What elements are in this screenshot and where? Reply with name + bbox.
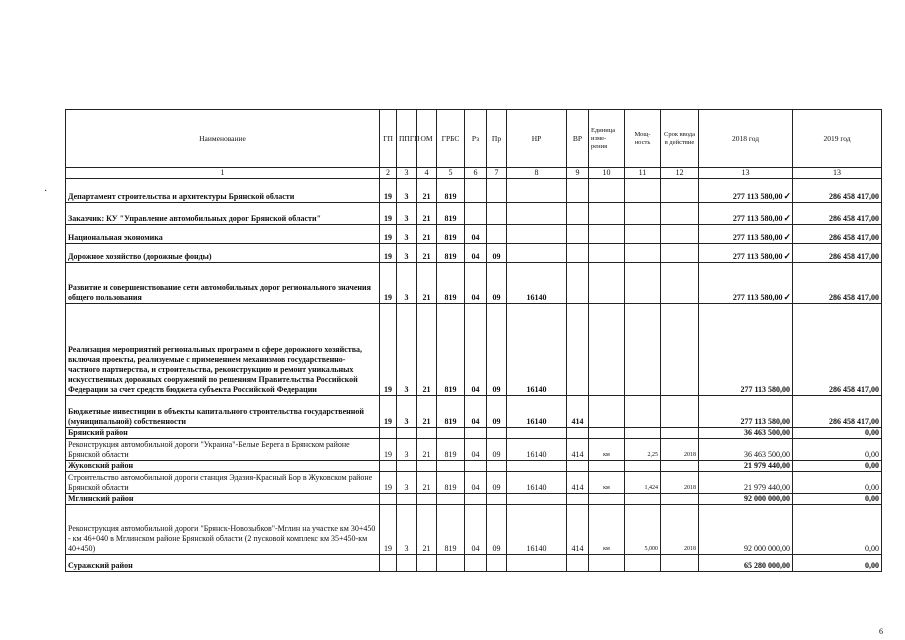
cell-om (417, 461, 437, 472)
cell-grbs: 819 (437, 203, 465, 225)
col-number: 13 (793, 168, 882, 179)
cell-unit (589, 263, 625, 304)
col-number: 8 (507, 168, 567, 179)
cell-term (661, 461, 699, 472)
cell-cap (625, 494, 661, 505)
cell-vr (567, 244, 589, 263)
cell-y2018: 36 463 500,00 (699, 428, 793, 439)
cell-y2018: 277 113 580,00 (699, 396, 793, 428)
col-number: 11 (625, 168, 661, 179)
col-number: 1 (66, 168, 380, 179)
cell-gp: 19 (380, 396, 397, 428)
cell-pr (487, 225, 507, 244)
cell-pr (487, 494, 507, 505)
header-cell: Срок ввода в действие (661, 110, 699, 168)
cell-y2019: 0,00 (793, 505, 882, 555)
cell-om: 21 (417, 179, 437, 203)
cell-gp: 19 (380, 304, 397, 396)
cell-om (417, 494, 437, 505)
cell-unit (589, 179, 625, 203)
cell-term (661, 244, 699, 263)
cell-om: 21 (417, 304, 437, 396)
cell-name: Реализация мероприятий региональных программ в сфере дорожного хозяйства, включая проекты, реализуемые с применением механизмов государственно-частного партнерства, и строительства, реконструкцию и ремонт уникальных искусственных дорожных сооружений по решениям Правительства Российской Федерации за счет средств бюджета субъекта Российской Федерации (66, 304, 380, 396)
cell-y2018: 277 113 580,00 (699, 304, 793, 396)
amount-2018: 277 113 580,00 (732, 214, 783, 223)
cell-pr: 09 (487, 244, 507, 263)
cell-y2019: 0,00 (793, 494, 882, 505)
cell-grbs: 819 (437, 179, 465, 203)
cell-name: Заказчик: КУ "Управление автомобильных дорог Брянской области" (66, 203, 380, 225)
amount-2018: 277 113 580,00 (732, 252, 783, 261)
header-cell: Наименование (66, 110, 380, 168)
col-number: 7 (487, 168, 507, 179)
cell-term (661, 203, 699, 225)
table-body (66, 179, 882, 572)
check-mark: ✓ (783, 213, 791, 223)
cell-om: 21 (417, 203, 437, 225)
cell-y2019: 0,00 (793, 428, 882, 439)
cell-cap: 2,25 (625, 439, 661, 461)
cell-om: 21 (417, 439, 437, 461)
cell-y2019: 0,00 (793, 461, 882, 472)
cell-cap (625, 428, 661, 439)
cell-om: 21 (417, 244, 437, 263)
cell-cap (625, 203, 661, 225)
cell-grbs (437, 461, 465, 472)
cell-grbs: 819 (437, 225, 465, 244)
header-cell: Пр (487, 110, 507, 168)
cell-gp: 19 (380, 225, 397, 244)
check-mark: ✓ (783, 292, 791, 302)
col-number: 4 (417, 168, 437, 179)
cell-gp: 19 (380, 203, 397, 225)
cell-unit: км (589, 472, 625, 494)
cell-ppgp: 3 (397, 203, 417, 225)
cell-term (661, 396, 699, 428)
table-row (66, 179, 882, 203)
cell-name: Строительство автомобильной дороги станция Эдазия-Красный Бор в Жуковском районе Брянской области (66, 472, 380, 494)
cell-rz: 04 (465, 472, 487, 494)
cell-vr (567, 555, 589, 572)
cell-rz: 04 (465, 304, 487, 396)
cell-cap: 1,424 (625, 472, 661, 494)
table-row (66, 472, 882, 494)
cell-grbs: 819 (437, 396, 465, 428)
col-number: 5 (437, 168, 465, 179)
cell-rz (465, 461, 487, 472)
cell-om: 21 (417, 396, 437, 428)
header-cell: 2018 год (699, 110, 793, 168)
cell-name: Реконструкция автомобильной дороги "Брянск-Новозыбков"-Мглин на участке км 30+450 - км 46+040 в Мглинском районе Брянской области (2 пусковой комплекс км 35+450-км 40+450) (66, 505, 380, 555)
table-row (66, 225, 882, 244)
col-number: 9 (567, 168, 589, 179)
cell-cap (625, 225, 661, 244)
table-row (66, 428, 882, 439)
table-row (66, 203, 882, 225)
cell-term: 2018 (661, 505, 699, 555)
cell-y2019: 286 458 417,00 (793, 304, 882, 396)
cell-gp: 19 (380, 439, 397, 461)
cell-unit (589, 203, 625, 225)
cell-y2018 (699, 263, 793, 304)
cell-gp: 19 (380, 179, 397, 203)
cell-pr: 09 (487, 304, 507, 396)
amount-2018: 277 113 580,00 (732, 192, 783, 201)
header-cell: ВР (567, 110, 589, 168)
cell-nr: 16140 (507, 472, 567, 494)
cell-rz (465, 179, 487, 203)
cell-gp: 19 (380, 472, 397, 494)
cell-grbs (437, 555, 465, 572)
cell-y2018 (699, 179, 793, 203)
cell-unit (589, 461, 625, 472)
cell-nr (507, 461, 567, 472)
table-row (66, 439, 882, 461)
table-row (66, 555, 882, 572)
cell-cap (625, 244, 661, 263)
cell-vr (567, 203, 589, 225)
cell-name: Мглинский район (66, 494, 380, 505)
cell-y2018: 92 000 000,00 (699, 505, 793, 555)
cell-nr (507, 179, 567, 203)
cell-unit (589, 428, 625, 439)
cell-name: Дорожное хозяйство (дорожные фонды) (66, 244, 380, 263)
cell-rz: 04 (465, 396, 487, 428)
cell-unit (589, 494, 625, 505)
cell-vr (567, 304, 589, 396)
cell-term (661, 263, 699, 304)
cell-gp (380, 555, 397, 572)
cell-y2018: 92 000 000,00 (699, 494, 793, 505)
cell-nr: 16140 (507, 396, 567, 428)
cell-ppgp: 3 (397, 505, 417, 555)
cell-pr (487, 461, 507, 472)
cell-cap (625, 555, 661, 572)
cell-ppgp (397, 555, 417, 572)
cell-y2018: 65 280 000,00 (699, 555, 793, 572)
cell-vr (567, 494, 589, 505)
cell-pr: 09 (487, 472, 507, 494)
cell-rz: 04 (465, 263, 487, 304)
cell-cap (625, 396, 661, 428)
header-cell: Единица изме-рения (589, 110, 625, 168)
cell-term: 2018 (661, 472, 699, 494)
cell-unit (589, 244, 625, 263)
table-row (66, 494, 882, 505)
page-number: 6 (879, 627, 883, 636)
cell-grbs (437, 428, 465, 439)
cell-cap (625, 263, 661, 304)
cell-ppgp: 3 (397, 439, 417, 461)
cell-name: Брянский район (66, 428, 380, 439)
cell-y2019: 286 458 417,00 (793, 203, 882, 225)
column-number-row (66, 168, 882, 179)
cell-ppgp: 3 (397, 472, 417, 494)
check-mark: ✓ (783, 232, 791, 242)
cell-pr (487, 179, 507, 203)
header-cell: Рз (465, 110, 487, 168)
cell-om: 21 (417, 263, 437, 304)
cell-gp: 19 (380, 244, 397, 263)
cell-nr (507, 555, 567, 572)
col-number: 6 (465, 168, 487, 179)
cell-y2019: 286 458 417,00 (793, 263, 882, 304)
cell-unit: км (589, 505, 625, 555)
cell-rz: 04 (465, 225, 487, 244)
cell-om: 21 (417, 225, 437, 244)
cell-grbs (437, 494, 465, 505)
header-cell: 2019 год (793, 110, 882, 168)
cell-nr: 16140 (507, 439, 567, 461)
header-cell: ОМ (417, 110, 437, 168)
cell-grbs: 819 (437, 263, 465, 304)
cell-term (661, 555, 699, 572)
cell-ppgp (397, 428, 417, 439)
header-cell: ППГП (397, 110, 417, 168)
cell-nr (507, 244, 567, 263)
cell-name: Национальная экономика (66, 225, 380, 244)
cell-name: Суражский район (66, 555, 380, 572)
cell-ppgp: 3 (397, 179, 417, 203)
cell-y2018 (699, 203, 793, 225)
cell-term (661, 179, 699, 203)
cell-y2019: 286 458 417,00 (793, 179, 882, 203)
cell-grbs: 819 (437, 505, 465, 555)
cell-unit (589, 555, 625, 572)
cell-gp: 19 (380, 263, 397, 304)
cell-om: 21 (417, 472, 437, 494)
amount-2018: 277 113 580,00 (732, 293, 783, 302)
cell-pr: 09 (487, 263, 507, 304)
cell-y2018 (699, 244, 793, 263)
cell-pr (487, 203, 507, 225)
cell-y2019: 286 458 417,00 (793, 225, 882, 244)
header-cell: ГРБС (437, 110, 465, 168)
cell-nr: 16140 (507, 263, 567, 304)
cell-ppgp: 3 (397, 225, 417, 244)
cell-rz (465, 494, 487, 505)
col-number: 2 (380, 168, 397, 179)
cell-vr (567, 428, 589, 439)
cell-vr: 414 (567, 472, 589, 494)
cell-pr (487, 555, 507, 572)
cell-ppgp: 3 (397, 396, 417, 428)
col-number: 3 (397, 168, 417, 179)
cell-nr: 16140 (507, 505, 567, 555)
cell-nr (507, 428, 567, 439)
cell-term (661, 428, 699, 439)
cell-ppgp (397, 494, 417, 505)
cell-y2019: 0,00 (793, 439, 882, 461)
cell-pr: 09 (487, 439, 507, 461)
cell-rz (465, 203, 487, 225)
cell-om (417, 555, 437, 572)
cell-cap (625, 304, 661, 396)
amount-2018: 277 113 580,00 (732, 233, 783, 242)
cell-name: Реконструкция автомобильной дороги "Украина"-Белые Берега в Брянском районе Брянской области (66, 439, 380, 461)
table-row (66, 263, 882, 304)
cell-y2018: 21 979 440,00 (699, 472, 793, 494)
cell-name: Департамент строительства и архитектуры Брянской области (66, 179, 380, 203)
cell-cap (625, 179, 661, 203)
cell-vr (567, 263, 589, 304)
cell-term (661, 304, 699, 396)
header-cell: ГП (380, 110, 397, 168)
cell-rz: 04 (465, 439, 487, 461)
cell-name: Жуковский район (66, 461, 380, 472)
table-row (66, 396, 882, 428)
cell-om (417, 428, 437, 439)
cell-rz (465, 428, 487, 439)
cell-name: Развитие и совершенствование сети автомобильных дорог регионального значения общего пользования (66, 263, 380, 304)
cell-vr: 414 (567, 439, 589, 461)
cell-nr (507, 494, 567, 505)
cell-vr (567, 179, 589, 203)
col-number: 12 (661, 168, 699, 179)
cell-term (661, 494, 699, 505)
header-row (66, 110, 882, 168)
cell-unit (589, 396, 625, 428)
cell-y2018 (699, 225, 793, 244)
cell-nr: 16140 (507, 304, 567, 396)
header-cell: Мощ-ность (625, 110, 661, 168)
cell-grbs: 819 (437, 304, 465, 396)
cell-ppgp: 3 (397, 244, 417, 263)
cell-rz: 04 (465, 244, 487, 263)
table-row (66, 505, 882, 555)
table-row (66, 304, 882, 396)
cell-vr: 414 (567, 505, 589, 555)
header-cell: НР (507, 110, 567, 168)
cell-vr (567, 461, 589, 472)
col-number: 13 (699, 168, 793, 179)
cell-grbs: 819 (437, 439, 465, 461)
cell-vr (567, 225, 589, 244)
col-number: 10 (589, 168, 625, 179)
cell-gp (380, 494, 397, 505)
cell-y2019: 286 458 417,00 (793, 244, 882, 263)
table-row (66, 244, 882, 263)
cell-gp (380, 461, 397, 472)
cell-unit (589, 304, 625, 396)
cell-nr (507, 225, 567, 244)
cell-unit (589, 225, 625, 244)
cell-vr: 414 (567, 396, 589, 428)
cell-ppgp: 3 (397, 304, 417, 396)
budget-table (65, 109, 882, 572)
cell-y2019: 0,00 (793, 472, 882, 494)
cell-y2019: 286 458 417,00 (793, 396, 882, 428)
cell-y2018: 21 979 440,00 (699, 461, 793, 472)
check-mark: ✓ (783, 251, 791, 261)
table-row (66, 461, 882, 472)
cell-term: 2018 (661, 439, 699, 461)
cell-term (661, 225, 699, 244)
cell-cap: 5,000 (625, 505, 661, 555)
cell-om: 21 (417, 505, 437, 555)
check-mark: ✓ (783, 191, 791, 201)
cell-pr (487, 428, 507, 439)
cell-name: Бюджетные инвестиции в объекты капитального строительства государственной (муниципальной) собственности (66, 396, 380, 428)
cell-pr: 09 (487, 396, 507, 428)
cell-nr (507, 203, 567, 225)
cell-grbs: 819 (437, 244, 465, 263)
cell-gp: 19 (380, 505, 397, 555)
cell-y2018: 36 463 500,00 (699, 439, 793, 461)
cell-gp (380, 428, 397, 439)
cell-ppgp (397, 461, 417, 472)
cell-rz (465, 555, 487, 572)
cell-grbs: 819 (437, 472, 465, 494)
cell-ppgp: 3 (397, 263, 417, 304)
cell-rz: 04 (465, 505, 487, 555)
cell-unit: км (589, 439, 625, 461)
cell-cap (625, 461, 661, 472)
cell-pr: 09 (487, 505, 507, 555)
cell-y2019: 0,00 (793, 555, 882, 572)
